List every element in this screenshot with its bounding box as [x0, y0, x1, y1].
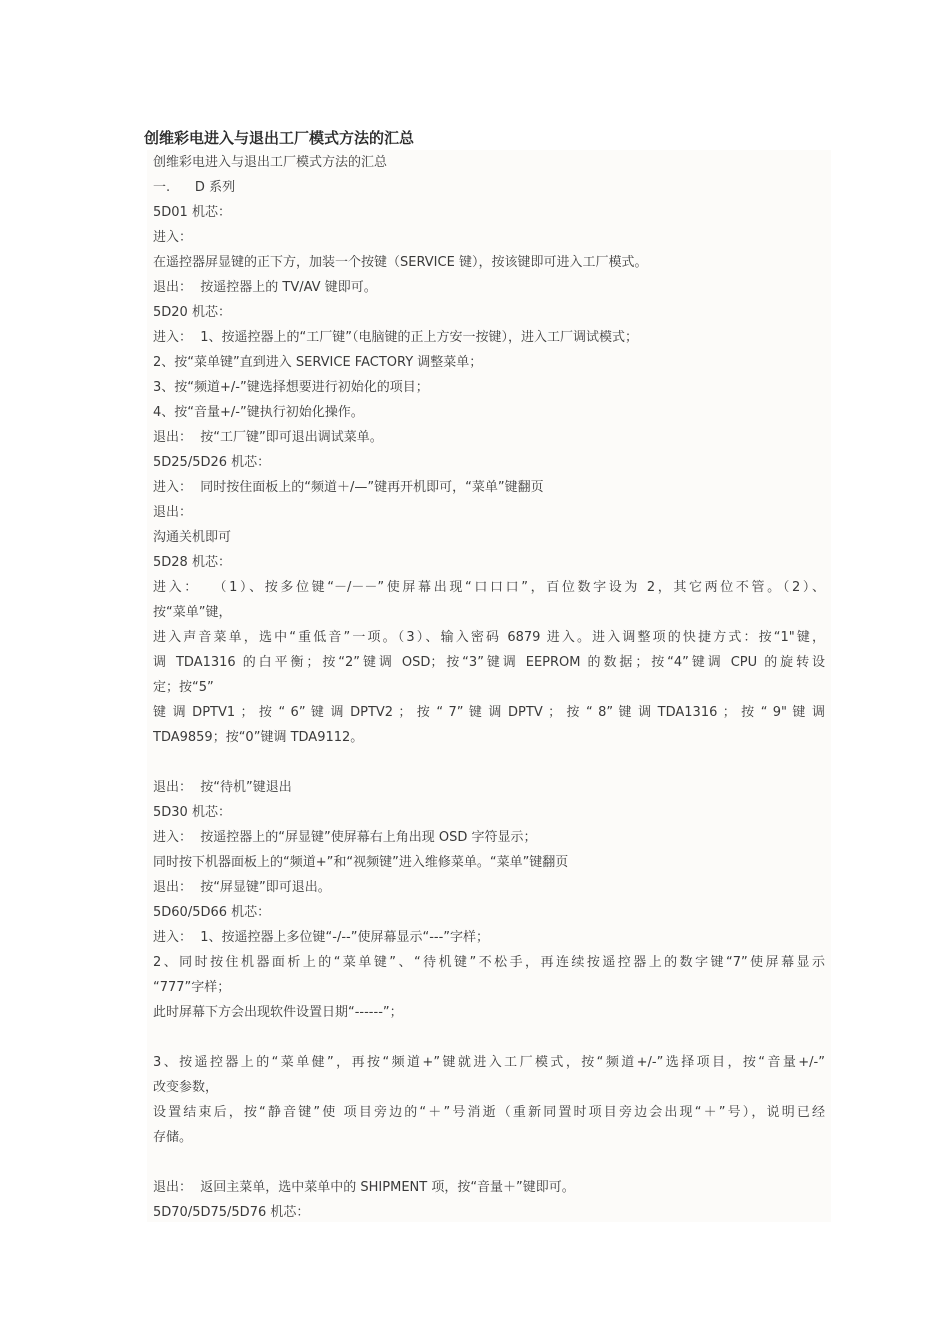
- text-line: 设置结束后，按“静音键”使 项目旁边的“＋”号消逝（重新同置时项目旁边会出现“＋”号），说明已经: [153, 1105, 825, 1120]
- text-line: 退出： 按“待机”键退出: [153, 780, 292, 795]
- text-line: 沟通关机即可: [153, 530, 232, 545]
- text-line: 退出：: [153, 505, 193, 520]
- text-line: 3、按“频道+/-”键选择想要进行初始化的项目；: [153, 380, 429, 395]
- text-line: 存储。: [153, 1130, 193, 1145]
- text-line: 同时按下机器面板上的“频道+”和“视频键”进入维修菜单。“菜单”键翻页: [153, 855, 569, 870]
- text-line: 退出： 返回主菜单，选中菜单中的 SHIPMENT 项，按“音量＋”键即可。: [153, 1180, 575, 1195]
- text-line: 进入： （1）、按多位键“－/－－”使屏幕出现“口口口”，百位数字设为 2，其它两位不管。（2）、: [153, 580, 825, 595]
- text-line: 进入： 按遥控器上的“屏显键”使屏幕右上角出现 OSD 字符显示；: [153, 830, 537, 845]
- text-line: 一. D 系列: [153, 180, 236, 195]
- page-title: 创维彩电进入与退出工厂模式方法的汇总: [144, 129, 415, 147]
- text-line: 此时屏幕下方会出现软件设置日期“------”；: [153, 1005, 403, 1020]
- text-line: 进入： 1、按遥控器上的“工厂键”（电脑键的正上方安一按键），进入工厂调试模式；: [153, 330, 639, 345]
- text-line: 2、按“菜单键”直到进入 SERVICE FACTORY 调整菜单；: [153, 355, 483, 370]
- text-line: 键 调 DPTV1 ； 按 “ 6” 键 调 DPTV2 ； 按 “ 7” 键 调 DPTV ； 按 “ 8” 键 调 TDA1316 ； 按 “ 9" 键 调: [153, 705, 825, 720]
- text-line: 5D25/5D26 机芯：: [153, 455, 271, 470]
- text-line: 退出： 按“屏显键”即可退出。: [153, 880, 331, 895]
- text-line: 5D30 机芯：: [153, 805, 231, 820]
- text-line: 5D28 机芯：: [153, 555, 231, 570]
- text-line: 5D20 机芯：: [153, 305, 231, 320]
- text-line: 定；按“5”: [153, 680, 214, 695]
- text-line: 5D01 机芯：: [153, 205, 231, 220]
- text-line: 进入： 1、按遥控器上多位键“-/--”使屏幕显示“---”字样；: [153, 930, 490, 945]
- text-line: 5D60/5D66 机芯：: [153, 905, 271, 920]
- text-line: 进入： 同时按住面板上的“频道＋/—”键再开机即可，“菜单”键翻页: [153, 480, 544, 495]
- blank-line: [153, 750, 825, 775]
- blank-line: [153, 1150, 825, 1175]
- text-line: “777”字样；: [153, 980, 231, 995]
- text-line: 改变参数，: [153, 1080, 219, 1095]
- text-line: 调 TDA1316 的白平衡；按“2”键调 OSD；按“3”键调 EEPROM 的数据；按“4”键调 CPU 的旋转设: [153, 655, 825, 670]
- text-line: 按“菜单”键，: [153, 605, 232, 620]
- text-line: 3、按遥控器上的“菜单健”，再按“频道+”键就进入工厂模式，按“频道+/-”选择项目，按“音量+/-”: [153, 1055, 825, 1070]
- text-line: TDA9859；按“0”键调 TDA9112。: [153, 730, 364, 745]
- text-line: 创维彩电进入与退出工厂模式方法的汇总: [153, 155, 388, 170]
- text-line: 2、同时按住机器面析上的“菜单键”、“待机键”不松手，再连续按遥控器上的数字键“7”使屏幕显示: [153, 955, 825, 970]
- text-line: 退出： 按“工厂键”即可退出调试菜单。: [153, 430, 383, 445]
- text-line: 4、按“音量+/-”键执行初始化操作。: [153, 405, 364, 420]
- text-line: 在遥控器屏显键的正下方，加装一个按键（SERVICE 键），按该键即可进入工厂模式。: [153, 255, 648, 270]
- text-line: 5D70/5D75/5D76 机芯：: [153, 1205, 310, 1220]
- article-body: [153, 150, 825, 1225]
- text-line: 退出： 按遥控器上的 TV/AV 键即可。: [153, 280, 377, 295]
- text-line: 进入声音菜单，选中“重低音”一项。（3）、输入密码 6879 进入。进入调整项的快捷方式：按“1"键，: [153, 630, 825, 645]
- text-line: 进入：: [153, 230, 193, 245]
- blank-line: [153, 1025, 825, 1050]
